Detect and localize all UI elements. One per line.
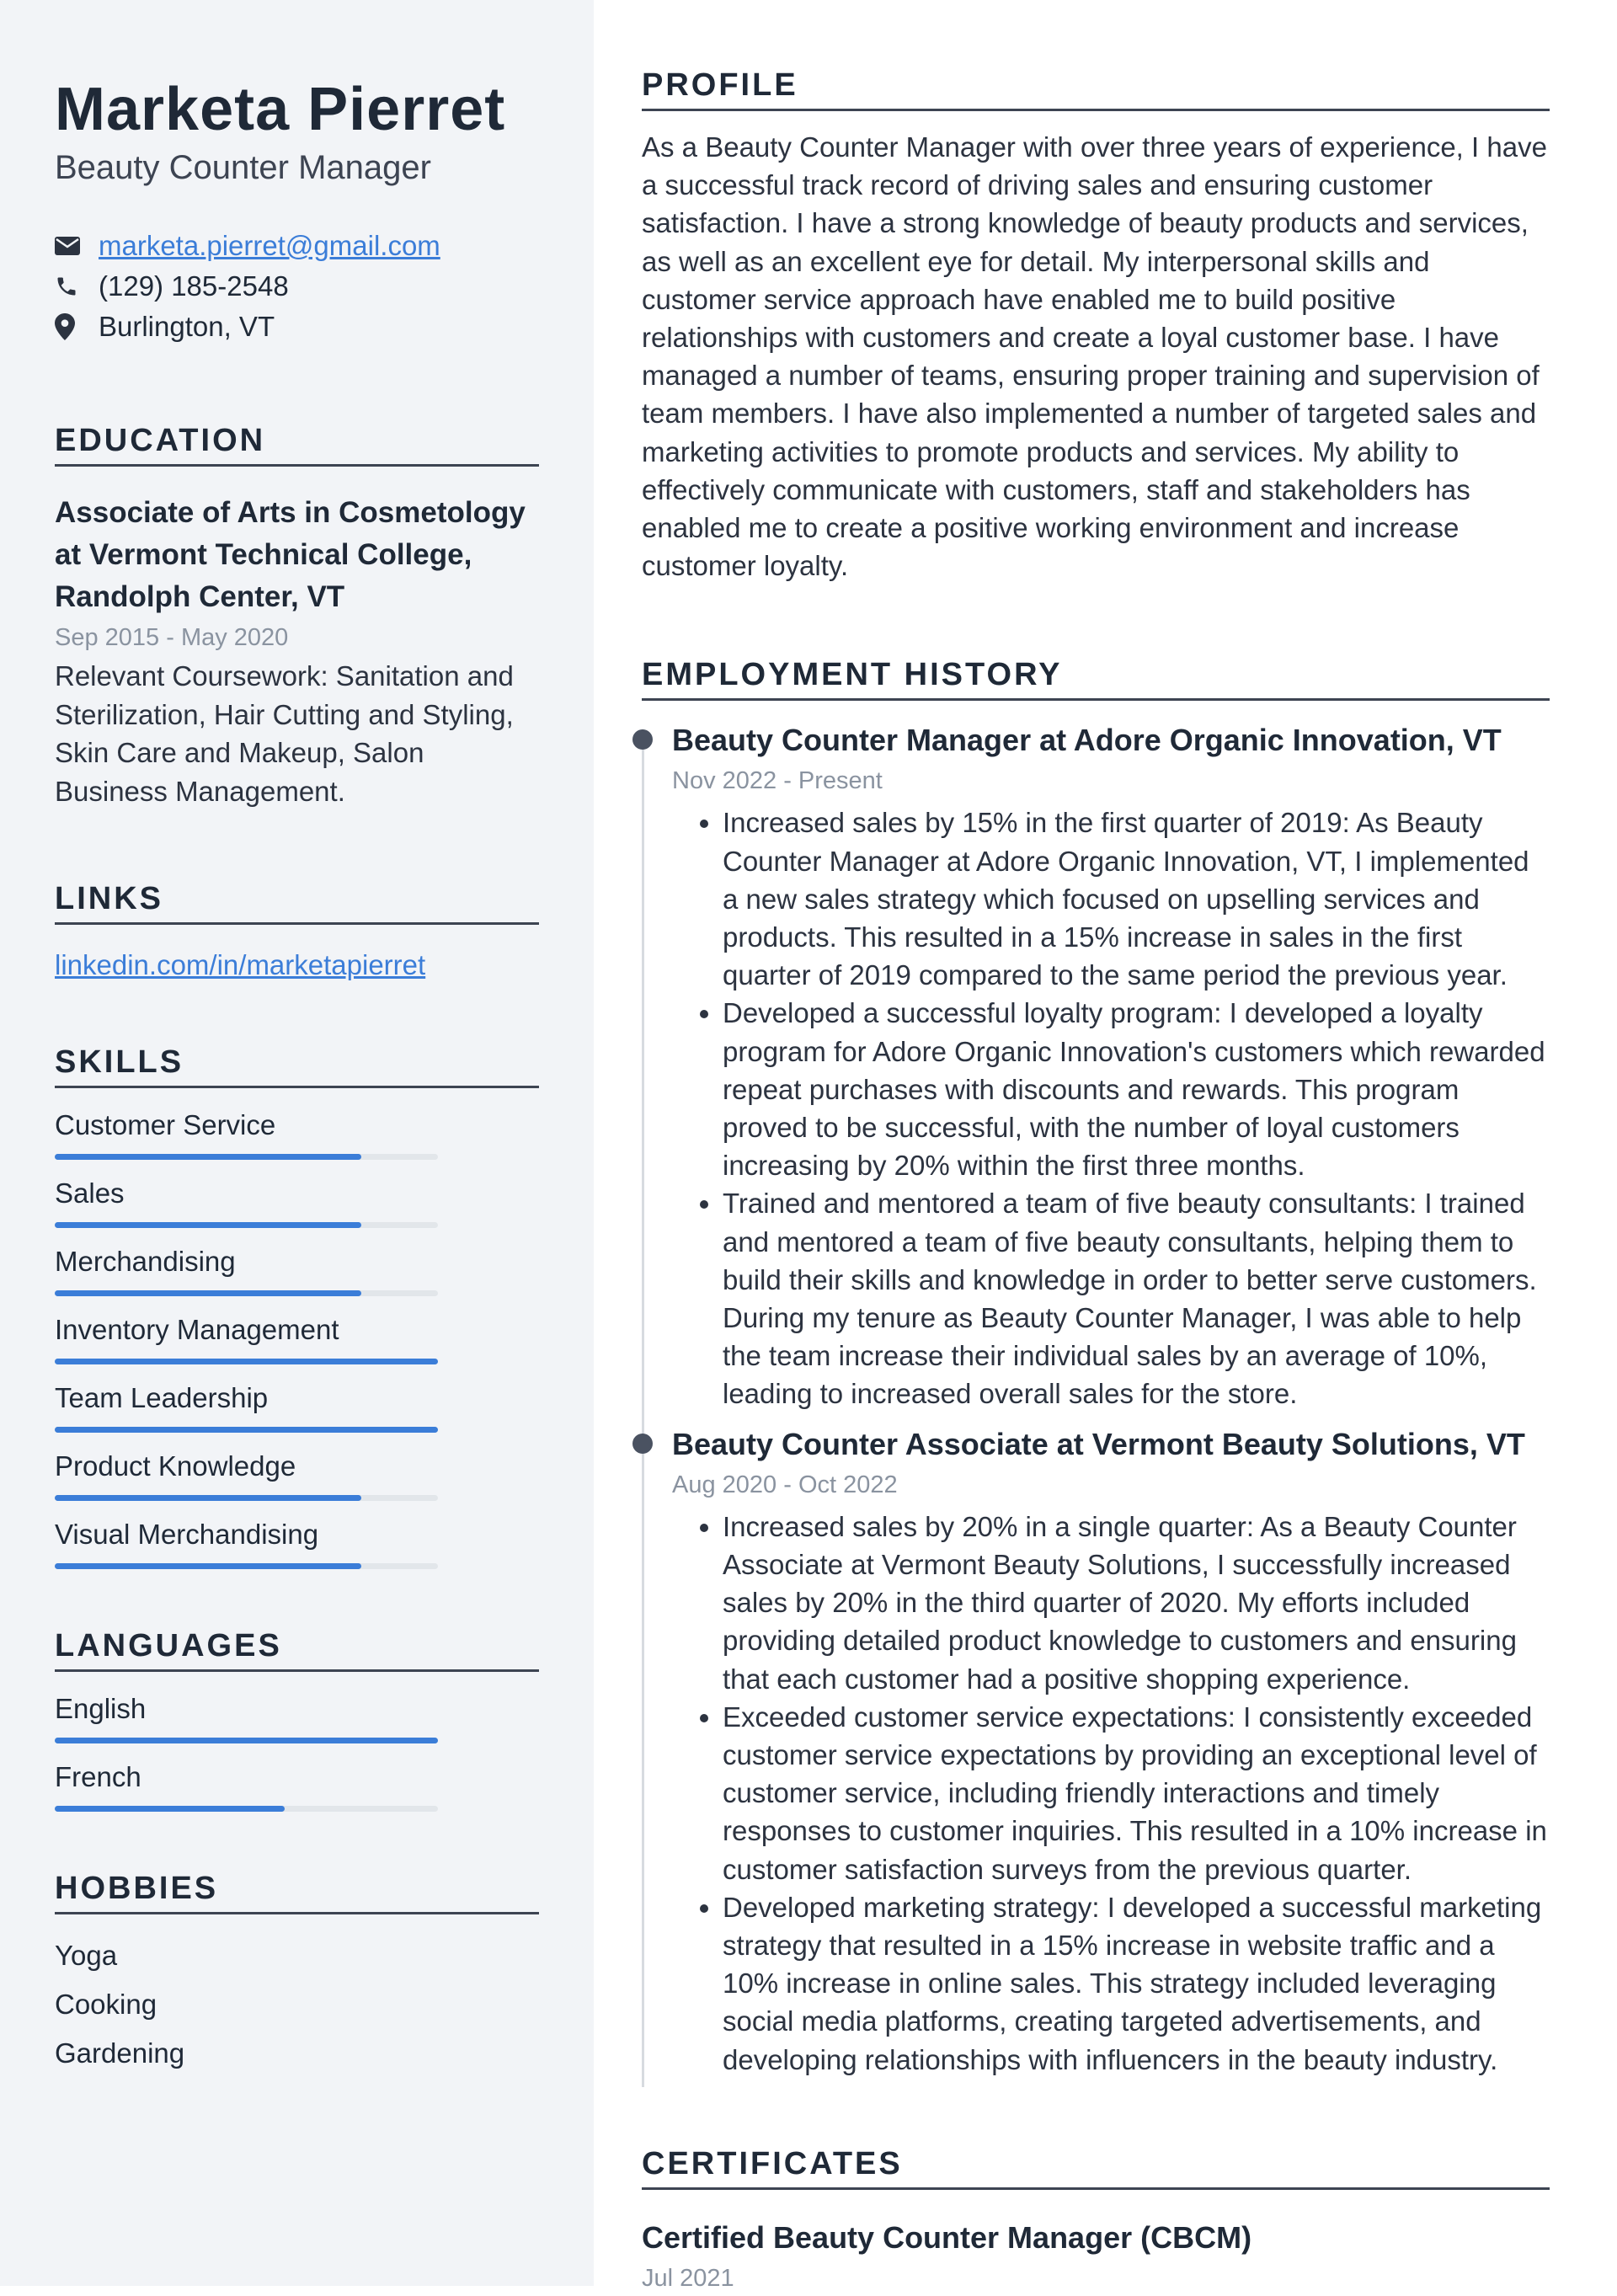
job-entry — [642, 718, 1550, 1412]
candidate-title: Beauty Counter Manager — [55, 149, 431, 186]
skill-label: Customer Service — [55, 1109, 276, 1140]
languages-list — [55, 1687, 539, 1812]
contact-phone — [55, 266, 539, 307]
degree-line: Associate of Arts in Cosmetology — [55, 496, 526, 529]
education-degree — [55, 492, 539, 618]
level-bar-fill — [55, 1222, 361, 1228]
level-bar-fill — [55, 1359, 438, 1364]
hobbies-list — [55, 1931, 539, 2078]
level-bar-fill — [55, 1427, 438, 1433]
contact-location — [55, 307, 539, 347]
job-bullet: • Increased sales by 20% in a single quarter: As a Beauty Counter Associate at Vermont Beauty Solutions, I successfully increased sales by 20% in the third quarter of 2020. My efforts included providing detailed product knowledge to customers and ensuring that each customer had a positive shopping experience. — [723, 1508, 1550, 1698]
job-title: Beauty Counter Manager at Adore Organic Innovation, VT — [672, 723, 1502, 758]
links-heading: LINKS — [55, 881, 539, 925]
job-bullets — [672, 804, 1550, 1412]
level-bar — [55, 1738, 438, 1743]
level-bar — [55, 1427, 438, 1433]
education-heading: EDUCATION — [55, 423, 539, 467]
profile-section — [642, 67, 1550, 585]
language-item — [55, 1755, 539, 1812]
certificates-list — [642, 2215, 1550, 2296]
skill-item — [55, 1376, 539, 1433]
skill-label: Merchandising — [55, 1246, 236, 1277]
job-bullet: • Increased sales by 15% in the first quarter of 2019: As Beauty Counter Manager at Adore Organic Innovation, VT, I implemented a new sales strategy which focused on upselling services and products. This resulted in a 15% increase in sales in the first quarter of 2019 compared to the same period the previous year. — [723, 804, 1550, 994]
job-dates: Aug 2020 - Oct 2022 — [672, 1471, 898, 1498]
profile-text: As a Beauty Counter Manager with over three years of experience, I have a successful track record of driving sales and ensuring customer satisfaction. I have a strong knowledge of beauty products and services, as well as an excellent eye for detail. My interpersonal skills and customer service approach have enabled me to build positive relationships with customers and create a loyal customer base. I have managed a number of teams, ensuring proper training and supervision of team members. I have also implemented a number of targeted sales and marketing activities to promote products and services. My ability to effectively communicate with customers, staff and stakeholders has enabled me to create a positive working environment and increase customer loyalty. — [642, 131, 1547, 582]
skill-label: Product Knowledge — [55, 1450, 296, 1482]
job-bullet: • Trained and mentored a team of five beauty consultants: I trained and mentored a team of five beauty consultants, helping them to build their skills and knowledge in order to better serve customers. During my tenure as Beauty Counter Manager, I was able to help the team increase their individual sales by an average of 10%, leading to increased overall sales for the store. — [723, 1184, 1550, 1412]
links-section — [55, 881, 539, 984]
language-label: French — [55, 1761, 141, 1792]
certificate-item — [642, 2215, 1550, 2296]
skill-item — [55, 1172, 539, 1228]
email-link[interactable]: marketa.pierret@gmail.com — [99, 230, 440, 261]
phone-text: (129) 185-2548 — [99, 270, 289, 302]
level-bar-fill — [55, 1806, 285, 1812]
envelope-icon — [55, 237, 99, 255]
level-bar-fill — [55, 1154, 361, 1160]
employment-heading: EMPLOYMENT HISTORY — [642, 657, 1550, 701]
hobby-item: Cooking — [55, 1989, 157, 2020]
level-bar-fill — [55, 1495, 361, 1501]
degree-line: Randolph Center, VT — [55, 580, 345, 613]
contact-list — [55, 226, 539, 347]
sidebar-content — [55, 72, 539, 2078]
languages-heading: LANGUAGES — [55, 1628, 539, 1672]
level-bar — [55, 1290, 438, 1296]
level-bar — [55, 1495, 438, 1501]
job-bullet: • Exceeded customer service expectations: I consistently exceeded customer service expectations by providing an exceptional level of customer service, including friendly interactions and timely responses to customer inquiries. This resulted in a 10% increase in customer satisfaction surveys from the previous quarter. — [723, 1698, 1550, 1888]
education-description: Relevant Coursework: Sanitation and Sterilization, Hair Cutting and Styling, Skin Care and Makeup, Salon Business Management. — [55, 660, 514, 807]
job-dates: Nov 2022 - Present — [672, 767, 883, 795]
profile-heading: PROFILE — [642, 67, 1550, 111]
level-bar-fill — [55, 1563, 361, 1569]
phone-icon — [55, 275, 99, 298]
jobs-list — [642, 718, 1550, 2078]
skills-section — [55, 1044, 539, 1569]
skills-heading: SKILLS — [55, 1044, 539, 1088]
language-item — [55, 1687, 539, 1743]
certificates-heading: CERTIFICATES — [642, 2146, 1550, 2190]
skill-label: Visual Merchandising — [55, 1519, 319, 1550]
hobby-item: Yoga — [55, 1940, 118, 1971]
skill-label: Inventory Management — [55, 1314, 339, 1345]
skill-item — [55, 1513, 539, 1569]
languages-section — [55, 1628, 539, 1812]
hobbies-section — [55, 1871, 539, 2078]
job-bullet: • Developed a successful loyalty program: I developed a loyalty program for Adore Organic Innovation's customers which rewarded repeat purchases with discounts and rewards. This program proved to be successful, with the number of loyal customers increasing by 20% within the first three months. — [723, 994, 1550, 1184]
candidate-name: Marketa Pierret — [55, 76, 506, 143]
employment-timeline — [642, 718, 1550, 2078]
timeline-dot — [632, 729, 653, 750]
sidebar — [0, 0, 594, 2286]
job-entry — [642, 1422, 1550, 2079]
job-title: Beauty Counter Associate at Vermont Beauty Solutions, VT — [672, 1426, 1525, 1461]
map-pin-icon — [55, 313, 99, 340]
skill-item — [55, 1103, 539, 1160]
timeline-dot — [632, 1434, 653, 1454]
education-section — [55, 423, 539, 810]
skill-item — [55, 1444, 539, 1501]
level-bar — [55, 1359, 438, 1364]
skill-item — [55, 1308, 539, 1364]
job-bullets — [672, 1508, 1550, 2079]
certificate-title: Certified Beauty Counter Manager (CBCM) — [642, 2219, 1252, 2255]
hobbies-heading: HOBBIES — [55, 1871, 539, 1914]
degree-line: at Vermont Technical College, — [55, 538, 472, 571]
certificates-section — [642, 2146, 1550, 2296]
linkedin-link[interactable]: linkedin.com/in/marketapierret — [55, 949, 426, 980]
level-bar-fill — [55, 1290, 361, 1296]
main-content — [642, 67, 1550, 2296]
location-text: Burlington, VT — [99, 311, 275, 342]
level-bar — [55, 1563, 438, 1569]
certificate-date: Jul 2021 — [642, 2264, 734, 2292]
level-bar — [55, 1154, 438, 1160]
level-bar — [55, 1222, 438, 1228]
skills-list — [55, 1103, 539, 1569]
skill-label: Team Leadership — [55, 1382, 269, 1413]
contact-email — [55, 226, 539, 266]
education-dates: Sep 2015 - May 2020 — [55, 624, 289, 651]
skill-label: Sales — [55, 1177, 125, 1209]
job-bullet: • Developed marketing strategy: I developed a successful marketing strategy that resulted in a 15% increase in website traffic and a 10% increase in online sales. This strategy included leveraging social media platforms, creating targeted advertisements, and developing relationships with influencers in the beauty industry. — [723, 1888, 1550, 2079]
employment-section — [642, 657, 1550, 2078]
skill-item — [55, 1240, 539, 1296]
language-label: English — [55, 1693, 147, 1724]
level-bar-fill — [55, 1738, 438, 1743]
level-bar — [55, 1806, 438, 1812]
hobby-item: Gardening — [55, 2037, 185, 2069]
